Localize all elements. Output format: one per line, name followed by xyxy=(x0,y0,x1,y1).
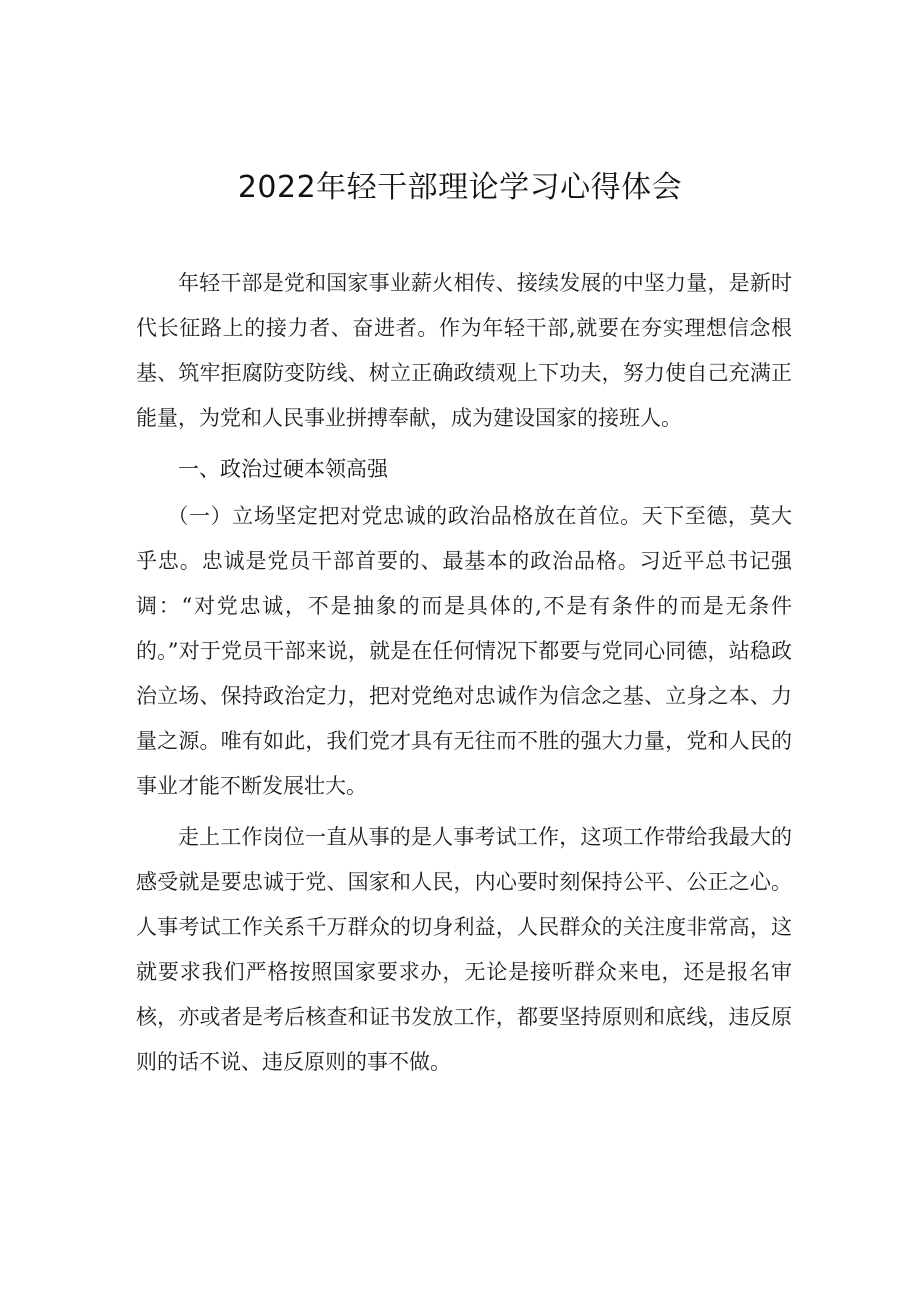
section-heading: 一、政治过硬本领高强 xyxy=(178,457,388,481)
subsection-paragraph: （一）立场坚定把对党忠诚的政治品格放在首位。天下至德，莫大乎忠。忠诚是党员干部首要的、最基本的政治品格。习近平总书记强调：“对党忠诚，不是抽象的而是具体的,不是有条件的而是无条件的。”对于党员干部来说，就是在任何情况下都要与党同心同德，站稳政治立场、保持政治定力，把对党绝对忠诚作为信念之基、立身之本、力量之源。唯有如此，我们党才具有无往而不胜的强大力量，党和人民的事业才能不断发展壮大。 xyxy=(136,504,792,798)
page-title: 2022年轻干部理论学习心得体会 xyxy=(237,170,683,205)
intro-paragraph: 年轻干部是党和国家事业薪火相传、接续发展的中坚力量，是新时代长征路上的接力者、奋进者。作为年轻干部,就要在夯实理想信念根基、筑牢拒腐防变防线、树立正确政绩观上下功夫，努力使自己充满正能量，为党和人民事业拼搏奉献，成为建设国家的接班人。 xyxy=(136,271,792,430)
work-paragraph: 走上工作岗位一直从事的是人事考试工作，这项工作带给我最大的感受就是要忠诚于党、国家和人民，内心要时刻保持公平、公正之心。人事考试工作关系千万群众的切身利益，人民群众的关注度非常高，这就要求我们严格按照国家要求办，无论是接听群众来电，还是报名审核，亦或者是考后核查和证书发放工作，都要坚持原则和底线，违反原则的话不说、违反原则的事不做。 xyxy=(136,825,792,1074)
document-body xyxy=(136,261,792,1085)
